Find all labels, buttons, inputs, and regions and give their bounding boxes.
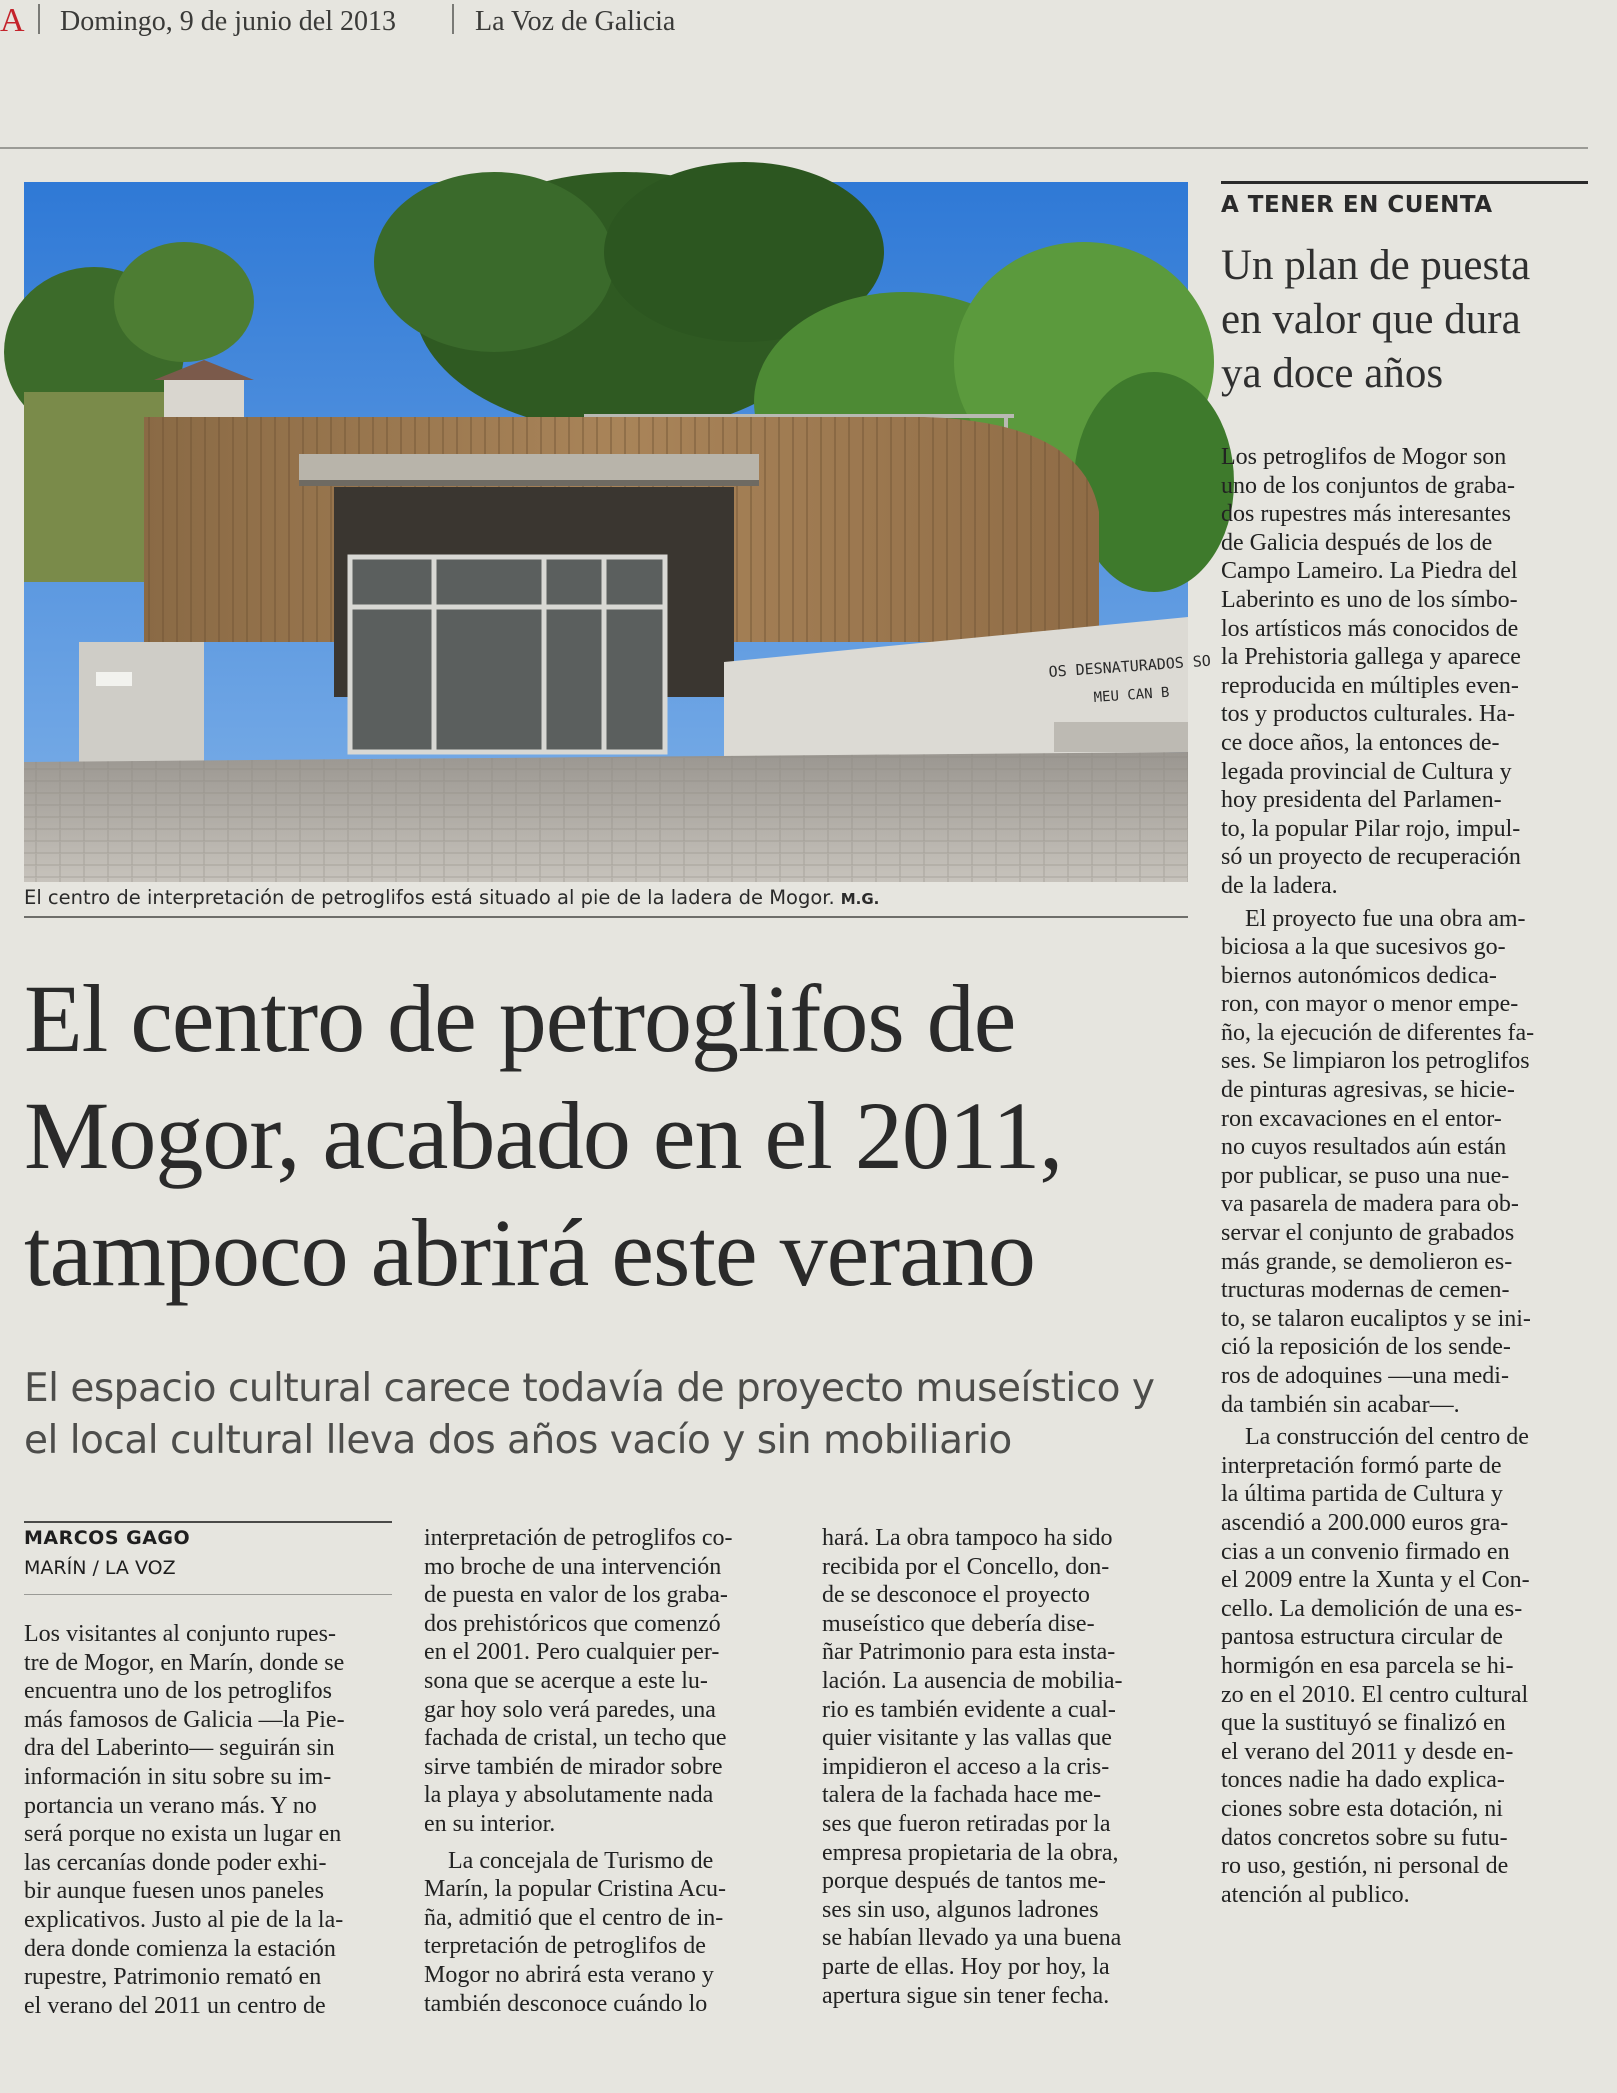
text-line: ses que fueron retiradas por la: [822, 1810, 1111, 1837]
text-line: biernos autonómicos dedica-: [1221, 962, 1497, 989]
text-line: apertura sigue sin tener fecha.: [822, 1982, 1110, 2009]
text-line: Mogor no abrirá esta verano y: [424, 1961, 714, 1988]
body-column-2: [424, 1524, 796, 2018]
text-line: to, se talaron eucaliptos y se ini-: [1221, 1305, 1531, 1332]
text-line: más famosos de Galicia —la Pie-: [24, 1706, 345, 1733]
headline-line: Mogor, acabado en el 2011,: [24, 1082, 1063, 1189]
body-column-1: [24, 1620, 396, 2020]
text-line: la playa y absolutamente nada: [424, 1782, 714, 1809]
text-line: el verano del 2011 un centro de: [24, 1992, 326, 2019]
photo-caption: [24, 886, 879, 909]
text-line: dra del Laberinto— seguirán sin: [24, 1735, 335, 1762]
text-line: tructuras modernas de cemen-: [1221, 1277, 1510, 1304]
text-line: quier visitante y las vallas que: [822, 1725, 1112, 1752]
text-line: porque después de tantos me-: [822, 1868, 1106, 1895]
page-rule: [0, 147, 1588, 149]
text-line: de la ladera.: [1221, 872, 1338, 899]
sidebar-title: [1221, 239, 1591, 401]
header-separator: [38, 4, 40, 34]
text-line: interpretación de petroglifos co-: [424, 1525, 733, 1551]
text-line: gar hoy solo verá paredes, una: [424, 1696, 716, 1723]
text-line: impidieron el acceso a la cris-: [822, 1753, 1110, 1780]
text-line: las cercanías donde poder exhi-: [24, 1849, 327, 1876]
section-mark: A: [0, 2, 25, 39]
text-line: cias a un convenio firmado en: [1221, 1538, 1510, 1565]
text-line: no cuyos resultados aún están: [1221, 1134, 1507, 1161]
headline-line: tampoco abrirá este verano: [24, 1199, 1035, 1306]
header-publication: La Voz de Galicia: [475, 6, 676, 37]
text-line: dera donde comienza la estación: [24, 1935, 336, 1962]
text-line: los artísticos más conocidos de: [1221, 615, 1519, 642]
headline-line: El centro de petroglifos de: [24, 965, 1016, 1072]
body-paragraph: [424, 1524, 796, 1839]
text-line: el 2009 entre la Xunta y el Con-: [1221, 1567, 1530, 1594]
caption-rule: [24, 916, 1188, 918]
text-line: ció la reposición de los sende-: [1221, 1334, 1511, 1361]
text-line: que la sustituyó se finalizó en: [1221, 1710, 1506, 1737]
text-line: tos y productos culturales. Ha-: [1221, 701, 1515, 728]
header-separator: [452, 4, 454, 34]
text-line: terpretación de petroglifos de: [424, 1933, 706, 1960]
text-line: ña, admitió que el centro de in-: [424, 1904, 724, 1931]
text-line: fachada de cristal, un techo que: [424, 1725, 727, 1752]
sidebar-paragraph: [1221, 1423, 1591, 1909]
text-line: dos rupestres más interesantes: [1221, 501, 1511, 528]
text-line: ascendió a 200.000 euros gra-: [1221, 1509, 1509, 1536]
text-line: la última partida de Cultura y: [1221, 1481, 1503, 1508]
text-line: ron, con mayor o menor empe-: [1221, 991, 1519, 1018]
text-line: legada provincial de Cultura y: [1221, 758, 1512, 785]
text-line: talera de la fachada hace me-: [822, 1782, 1102, 1809]
text-line: biciosa a la que sucesivos go-: [1221, 934, 1506, 961]
text-line: to, la popular Pilar rojo, impul-: [1221, 815, 1521, 842]
byline-place: MARÍN / LA VOZ: [24, 1557, 176, 1579]
text-line: ses. Se limpiaron los petroglifos: [1221, 1048, 1530, 1075]
text-line: mo broche de una intervención: [424, 1553, 722, 1580]
text-line: hoy presidenta del Parlamen-: [1221, 787, 1502, 814]
text-line: Los petroglifos de Mogor son: [1221, 444, 1507, 470]
text-line: ce doce años, la entonces de-: [1221, 729, 1500, 756]
subheadline-line: El espacio cultural carece todavía de proyecto museístico y: [24, 1366, 1155, 1411]
subheadline-line: el local cultural lleva dos años vacío y sin mobiliario: [24, 1418, 1012, 1463]
text-line: de se desconoce el proyecto: [822, 1582, 1090, 1609]
text-line: pantosa estructura circular de: [1221, 1624, 1503, 1651]
byline-rule: [24, 1521, 392, 1523]
text-line: uno de los conjuntos de graba-: [1221, 472, 1515, 499]
text-line: por publicar, se puso una nue-: [1221, 1162, 1510, 1189]
text-line: lación. La ausencia de mobilia-: [822, 1667, 1123, 1694]
text-line: La construcción del centro de: [1245, 1424, 1529, 1451]
text-line: tonces nadie ha dado explica-: [1221, 1767, 1505, 1794]
body-column-3: [822, 1524, 1194, 2010]
sidebar-kicker: A TENER EN CUENTA: [1221, 192, 1493, 218]
text-line: Los visitantes al conjunto rupes-: [24, 1621, 336, 1647]
text-line: en el 2001. Pero cualquier per-: [424, 1639, 720, 1666]
sidebar-paragraph: [1221, 443, 1591, 901]
text-line: tre de Mogor, en Marín, donde se: [24, 1649, 345, 1676]
sidebar-body: [1221, 443, 1591, 1909]
text-line: rupestre, Patrimonio remató en: [24, 1964, 322, 1991]
sidebar-title-line: Un plan de puesta: [1221, 242, 1531, 289]
sidebar-title-line: ya doce años: [1221, 350, 1444, 397]
text-line: hormigón en esa parcela se hi-: [1221, 1652, 1514, 1679]
text-line: servar el conjunto de grabados: [1221, 1220, 1515, 1247]
text-line: será porque no exista un lugar en: [24, 1821, 342, 1848]
text-line: más grande, se demolieron es-: [1221, 1248, 1513, 1275]
body-paragraph: [424, 1847, 796, 2019]
text-line: explicativos. Justo al pie de la la-: [24, 1906, 344, 1933]
text-line: museístico que debería dise-: [822, 1610, 1095, 1637]
text-line: también desconoce cuándo lo: [424, 1990, 708, 2017]
photo-credit: M.G.: [840, 890, 880, 908]
text-line: parte de ellas. Hoy por hoy, la: [822, 1953, 1110, 1980]
text-line: el verano del 2011 y desde en-: [1221, 1738, 1514, 1765]
text-line: en su interior.: [424, 1810, 556, 1837]
text-line: ciones sobre esta dotación, ni: [1221, 1795, 1503, 1822]
text-line: ro uso, gestión, ni personal de: [1221, 1853, 1509, 1880]
headline: [24, 960, 1204, 1311]
text-line: interpretación formó parte de: [1221, 1452, 1502, 1479]
text-line: dos prehistóricos que comenzó: [424, 1610, 721, 1637]
byline-author: MARCOS GAGO: [24, 1527, 191, 1549]
text-line: ses sin uso, algunos ladrones: [822, 1896, 1099, 1923]
text-line: cello. La demolición de una es-: [1221, 1595, 1523, 1622]
text-line: información in situ sobre su im-: [24, 1763, 332, 1790]
text-line: portancia un verano más. Y no: [24, 1792, 317, 1819]
caption-text: El centro de interpretación de petroglifos está situado al pie de la ladera de Mogor.: [24, 886, 835, 909]
text-line: va pasarela de madera para ob-: [1221, 1191, 1519, 1218]
text-line: bir aunque fuesen unos paneles: [24, 1878, 324, 1905]
text-line: da también sin acabar—.: [1221, 1391, 1460, 1418]
sidebar-title-line: en valor que dura: [1221, 296, 1521, 343]
text-line: ñar Patrimonio para esta insta-: [822, 1639, 1116, 1666]
text-line: El proyecto fue una obra am-: [1245, 905, 1526, 932]
subheadline: [24, 1363, 1204, 1467]
text-line: sona que se acerque a este lu-: [424, 1667, 708, 1694]
text-line: ño, la ejecución de diferentes fa-: [1221, 1019, 1535, 1046]
text-line: hará. La obra tampoco ha sido: [822, 1525, 1113, 1551]
text-line: se habían llevado ya una buena: [822, 1925, 1122, 1952]
graffiti-text: MEU CAN B: [1093, 684, 1170, 706]
text-line: de Galicia después de los de: [1221, 529, 1493, 556]
text-line: recibida por el Concello, don-: [822, 1553, 1110, 1580]
text-line: Campo Lameiro. La Piedra del: [1221, 558, 1518, 585]
text-line: rio es también evidente a cual-: [822, 1696, 1116, 1723]
text-line: empresa propietaria de la obra,: [822, 1839, 1119, 1866]
sidebar-rule: [1221, 181, 1588, 184]
text-line: zo en el 2010. El centro cultural: [1221, 1681, 1529, 1708]
text-line: datos concretos sobre su futu-: [1221, 1824, 1508, 1851]
text-line: encuentra uno de los petroglifos: [24, 1678, 332, 1705]
text-line: sirve también de mirador sobre: [424, 1753, 723, 1780]
text-line: atención al publico.: [1221, 1881, 1410, 1908]
text-line: reproducida en múltiples even-: [1221, 672, 1519, 699]
text-line: ron excavaciones en el entor-: [1221, 1105, 1502, 1132]
text-line: só un proyecto de recuperación: [1221, 844, 1521, 871]
text-line: de pinturas agresivas, se hicie-: [1221, 1077, 1515, 1104]
text-line: de puesta en valor de los graba-: [424, 1582, 728, 1609]
text-line: Marín, la popular Cristina Acu-: [424, 1876, 726, 1903]
graffiti-text: OS DESNATURADOS SO: [1048, 651, 1212, 681]
text-line: la Prehistoria gallega y aparece: [1221, 644, 1521, 671]
text-line: ros de adoquines —una medi-: [1221, 1363, 1509, 1389]
text-line: Laberinto es uno de los símbo-: [1221, 586, 1518, 613]
byline-rule: [24, 1594, 392, 1595]
sidebar-paragraph: [1221, 905, 1591, 1420]
article-photo: [24, 182, 1212, 882]
text-line: La concejala de Turismo de: [448, 1847, 714, 1874]
header-date: Domingo, 9 de junio del 2013: [60, 6, 396, 37]
